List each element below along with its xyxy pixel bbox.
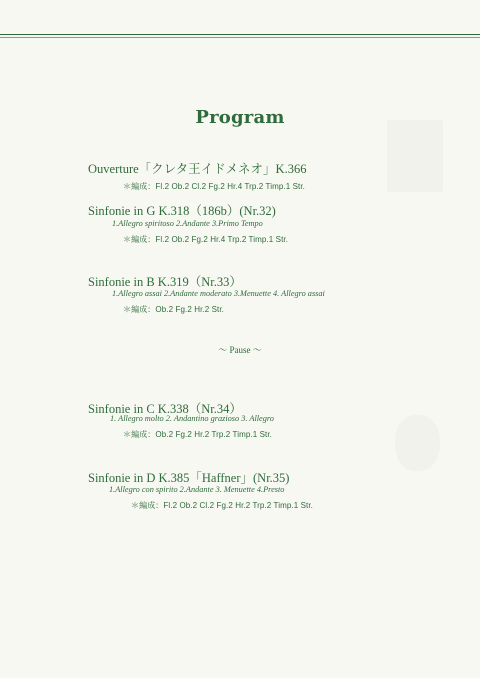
piece-title-k385: Sinfonie in D K.385「Haffner」(Nr.35): [88, 471, 290, 485]
piece-movements-k385: 1.Allegro con spirito 2.Andante 3. Menuette 4.Presto: [109, 485, 285, 494]
piece-movements-k338: 1. Allegro molto 2. Andantino grazioso 3. Allegro: [110, 414, 274, 423]
piece-instrumentation-k319: ＊編成：Ob.2 Fg.2 Hr.2 Str.: [123, 305, 224, 314]
piece-title-k318: Sinfonie in G K.318（186b）(Nr.32): [88, 204, 276, 218]
piece-title-ouverture: Ouverture「クレタ王イドメネオ」K.366: [88, 162, 307, 176]
piece-instrumentation-ouverture: ＊編成：Fl.2 Ob.2 Cl.2 Fg.2 Hr.4 Trp.2 Timp.1 Str.: [123, 182, 305, 191]
piece-title-k338: Sinfonie in C K.338（Nr.34）: [88, 402, 242, 416]
piece-instrumentation-k385: ＊編成：Fl.2 Ob.2 Cl.2 Fg.2 Hr.2 Trp.2 Timp.1 Str.: [131, 501, 313, 510]
program-title: Program: [195, 107, 285, 129]
piece-title-k319: Sinfonie in B K.319（Nr.33）: [88, 275, 242, 289]
piece-movements-k318: 1.Allegro spiritoso 2.Andante 3.Primo Tempo: [112, 219, 263, 228]
pause-marker: 〜 Pause 〜: [218, 345, 262, 355]
piece-instrumentation-k318: ＊編成：Fl.2 Ob.2 Fg.2 Hr.4 Trp.2 Timp.1 Str.: [123, 235, 289, 244]
piece-instrumentation-k338: ＊編成：Ob.2 Fg.2 Hr.2 Trp.2 Timp.1 Str.: [123, 430, 272, 439]
piece-movements-k319: 1.Allegro assai 2.Andante moderato 3.Menuette 4. Allegro assai: [112, 289, 325, 298]
